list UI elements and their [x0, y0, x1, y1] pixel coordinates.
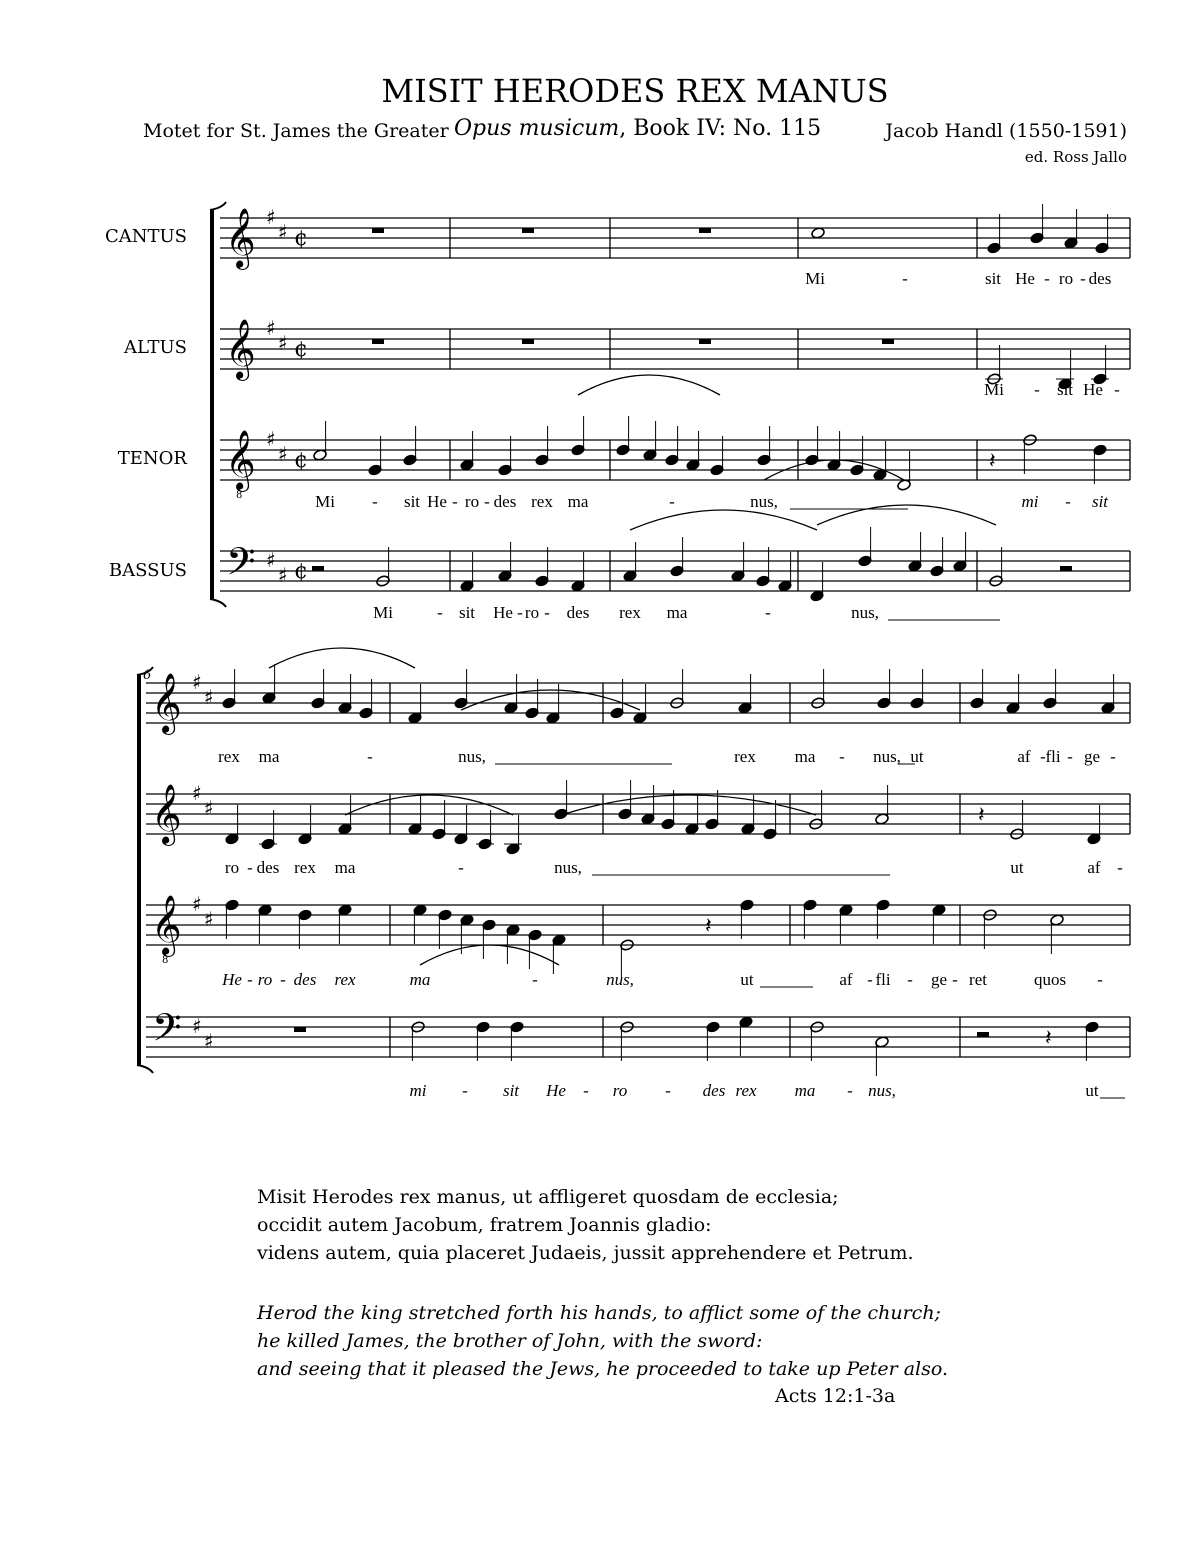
quarter-rest: 𝄽	[989, 449, 996, 474]
lyric-syllable: -	[907, 970, 913, 989]
lyric-syllable: ge	[930, 970, 948, 989]
lyric-syllable: -	[280, 970, 286, 989]
lyric-syllable: ut	[740, 970, 754, 989]
lyric-syllable: -	[452, 492, 458, 511]
clefs-and-signatures	[151, 205, 308, 1059]
lyric-syllable: af	[1017, 747, 1031, 766]
lyric-syllable: -	[1117, 858, 1123, 877]
lyric-syllable: nus,	[851, 603, 879, 622]
lyric-syllable: -	[1110, 747, 1116, 766]
lyric-syllable: sit	[502, 1081, 520, 1100]
half-rest	[977, 1032, 989, 1037]
treble-clef: 𝄞	[151, 895, 182, 955]
lyric-syllable: sit	[1056, 380, 1074, 399]
octave-mark: 8	[162, 955, 169, 966]
lyric-syllable: -	[867, 970, 873, 989]
lyric-syllable: -	[367, 747, 373, 766]
lyric-syllable: nus,	[873, 747, 901, 766]
treble-clef: 𝄞	[225, 430, 256, 490]
lyric-syllable: -	[669, 492, 675, 511]
lyric-syllable: -	[458, 858, 464, 877]
sharp-sign: ♯	[266, 205, 276, 229]
lyric-syllable: rex	[531, 492, 553, 511]
lyric-syllable: fli	[1045, 747, 1061, 766]
sharp-sign: ♯	[266, 316, 276, 340]
octave-mark: 8	[236, 490, 243, 501]
lyric-syllable: -	[902, 269, 908, 288]
sharp-sign: ♯	[277, 442, 288, 466]
part-name-cantus: CANTUS	[104, 226, 187, 247]
whole-rest	[882, 339, 894, 344]
cut-time-sign: ¢	[294, 559, 308, 584]
lyric-syllable: -	[583, 1081, 589, 1100]
slur	[561, 795, 816, 815]
lyric-syllable: sit	[458, 603, 476, 622]
lyric-syllable: sit	[984, 269, 1002, 288]
lyric-syllable: -	[462, 1081, 468, 1100]
lyric-syllable: ut	[1085, 1081, 1099, 1100]
lyric-syllable: ut	[910, 747, 924, 766]
lyric-syllable: He	[493, 603, 513, 622]
lyric-syllable: He	[427, 492, 447, 511]
latin-line: occidit autem Jacobum, fratrem Joannis gladio:	[257, 1214, 712, 1236]
lyric-syllable: des	[702, 1081, 726, 1100]
editor: ed. Ross Jallo	[1024, 148, 1127, 166]
treble-clef: 𝄞	[151, 673, 182, 733]
lyric-syllable: rex	[334, 970, 356, 989]
lyric-syllable: rex	[294, 858, 316, 877]
lyric-syllable: -	[665, 1081, 671, 1100]
slur	[269, 648, 415, 668]
translation-line: and seeing that it pleased the Jews, he proceeded to take up Peter also.	[257, 1358, 948, 1380]
whole-rest	[294, 1027, 306, 1032]
sharp-sign: ♯	[192, 670, 202, 694]
half-rest	[312, 566, 324, 571]
lyric-syllable: -	[247, 858, 253, 877]
latin-line: videns autem, quia placeret Judaeis, jussit apprehendere et Petrum.	[257, 1242, 914, 1264]
composer: Jacob Handl (1550-1591)	[885, 120, 1127, 142]
latin-text	[257, 1183, 914, 1267]
lyric-syllable: Mi	[315, 492, 335, 511]
lyric-syllable: He	[546, 1081, 566, 1100]
latin-line: Misit Herodes rex manus, ut affligeret quosdam de ecclesia;	[257, 1186, 839, 1208]
lyric-syllable: mi	[409, 1081, 427, 1100]
lyric-syllable: des	[256, 858, 280, 877]
cut-time-sign: ¢	[294, 448, 308, 473]
lyric-syllable: af	[839, 970, 853, 989]
lyric-syllable: ro	[612, 1081, 628, 1100]
lyric-syllable: -	[847, 1081, 853, 1100]
lyric-syllable: ro	[257, 970, 273, 989]
lyric-syllable: nus,	[554, 858, 582, 877]
lyric-syllable: Mi	[805, 269, 825, 288]
lyric-syllable: sit	[1091, 492, 1109, 511]
slur	[817, 505, 996, 525]
lyric-syllable: des	[493, 492, 517, 511]
lyric-syllable: -	[952, 970, 958, 989]
lyric-syllable: ma	[567, 492, 589, 511]
treble-clef: 𝄞	[225, 208, 256, 268]
quarter-rest: 𝄽	[1045, 1026, 1052, 1051]
lyric-syllable: sit	[403, 492, 421, 511]
whole-rest	[372, 339, 384, 344]
sharp-sign: ♯	[192, 1014, 202, 1038]
lyric-syllable: quos	[1033, 970, 1067, 989]
lyric-syllable: rex	[619, 603, 641, 622]
lyric-syllable: -	[517, 603, 523, 622]
sharp-sign: ♯	[277, 331, 288, 355]
lyric-syllable: ma	[334, 858, 356, 877]
quarter-rest: 𝄽	[705, 914, 712, 939]
lyric-syllable: He	[1015, 269, 1035, 288]
lyric-syllable: nus,	[868, 1081, 896, 1100]
lyric-syllable: -	[544, 603, 550, 622]
opus-number: , Book IV: No. 115	[619, 116, 822, 141]
lyric-syllable: -	[1080, 269, 1086, 288]
lyric-syllable: fli	[875, 970, 891, 989]
part-name-altus: ALTUS	[124, 337, 187, 358]
whole-rest	[699, 339, 711, 344]
piece-title: MISIT HERODES REX MANUS	[381, 72, 889, 110]
bracket-hook	[210, 599, 226, 607]
bracket-hook	[210, 202, 226, 210]
lyric-syllable: -	[839, 747, 845, 766]
lyric-syllable: -	[1097, 970, 1103, 989]
whole-rest	[522, 339, 534, 344]
lyric-syllable: af	[1087, 858, 1101, 877]
slur	[578, 375, 720, 395]
lyric-syllable: nus,	[458, 747, 486, 766]
lyric-syllable: -	[247, 970, 253, 989]
lyrics	[218, 269, 1125, 1100]
whole-rest	[372, 228, 384, 233]
lyric-syllable: ge	[1083, 747, 1101, 766]
note-head	[811, 227, 826, 240]
bracket-bar	[210, 210, 214, 599]
lyric-syllable: -	[1040, 747, 1046, 766]
sharp-sign: ♯	[277, 563, 288, 587]
lyric-syllable: des	[1088, 269, 1112, 288]
barlines	[390, 218, 1130, 1057]
lyric-syllable: -	[1067, 747, 1073, 766]
lyric-syllable: He	[1083, 380, 1103, 399]
lyric-syllable: ro	[1058, 269, 1074, 288]
scripture-citation: Acts 12:1-3a	[775, 1385, 896, 1407]
sharp-sign: ♯	[203, 907, 214, 931]
lyric-syllable: ma	[409, 970, 431, 989]
sharp-sign: ♯	[203, 685, 214, 709]
lyric-syllable: -	[532, 970, 538, 989]
lyric-syllable: nus,	[606, 970, 634, 989]
sharp-sign: ♯	[266, 427, 276, 451]
bass-clef: 𝄢	[152, 1005, 182, 1059]
lyric-syllable: mi	[1021, 492, 1039, 511]
sharp-sign: ♯	[203, 796, 214, 820]
bracket-bar	[137, 675, 141, 1065]
lyric-syllable: ro	[224, 858, 240, 877]
lyric-syllable: -	[1065, 492, 1071, 511]
english-translation	[257, 1299, 948, 1383]
lyric-syllable: des	[566, 603, 590, 622]
quarter-rest: 𝄽	[978, 803, 985, 828]
sharp-sign: ♯	[277, 220, 288, 244]
lyric-syllable: -	[765, 603, 771, 622]
lyric-syllable: -	[1044, 269, 1050, 288]
sharp-sign: ♯	[192, 892, 202, 916]
lyric-syllable: -	[1114, 380, 1120, 399]
half-rest	[1060, 566, 1072, 571]
lyric-syllable: ut	[1010, 858, 1024, 877]
lyric-syllable: rex	[735, 1081, 757, 1100]
lyric-syllable: -	[484, 492, 490, 511]
slur	[630, 510, 817, 530]
lyric-syllable: -	[1034, 380, 1040, 399]
translation-line: he killed James, the brother of John, with the sword:	[257, 1330, 763, 1352]
lyric-syllable: ma	[794, 1081, 816, 1100]
treble-clef: 𝄞	[151, 784, 182, 844]
lyric-syllable: des	[293, 970, 317, 989]
lyric-syllable: ret	[969, 970, 987, 989]
lyric-syllable: ro	[524, 603, 540, 622]
part-name-bassus: BASSUS	[108, 560, 187, 581]
lyric-syllable: -	[372, 492, 378, 511]
sharp-sign: ♯	[203, 1029, 214, 1053]
opus-title: Opus musicum	[454, 116, 620, 141]
lyric-syllable: He	[222, 970, 242, 989]
lyric-syllable: Mi	[984, 380, 1004, 399]
cut-time-sign: ¢	[294, 226, 308, 251]
bracket-hook	[137, 1065, 153, 1073]
translation-line: Herod the king stretched forth his hands, to afflict some of the church;	[257, 1302, 941, 1324]
measure-number: 6	[143, 668, 152, 683]
lyric-syllable: nus,	[750, 492, 778, 511]
lyric-syllable: Mi	[373, 603, 393, 622]
cut-time-sign: ¢	[294, 337, 308, 362]
whole-rest	[699, 228, 711, 233]
lyric-syllable: -	[437, 603, 443, 622]
lyric-syllable: ro	[464, 492, 480, 511]
sharp-sign: ♯	[266, 548, 276, 572]
part-name-tenor: TENOR	[117, 448, 187, 469]
sharp-sign: ♯	[192, 781, 202, 805]
lyric-syllable: ma	[666, 603, 688, 622]
whole-rest	[522, 228, 534, 233]
lyric-syllable: ma	[794, 747, 816, 766]
bass-clef: 𝄢	[226, 539, 256, 593]
slur	[345, 795, 513, 815]
slur	[420, 945, 559, 965]
subtitle: Motet for St. James the Greater	[143, 120, 449, 142]
lyric-syllable: rex	[734, 747, 756, 766]
lyric-syllable: rex	[218, 747, 240, 766]
treble-clef: 𝄞	[225, 319, 256, 379]
lyric-syllable: ma	[258, 747, 280, 766]
